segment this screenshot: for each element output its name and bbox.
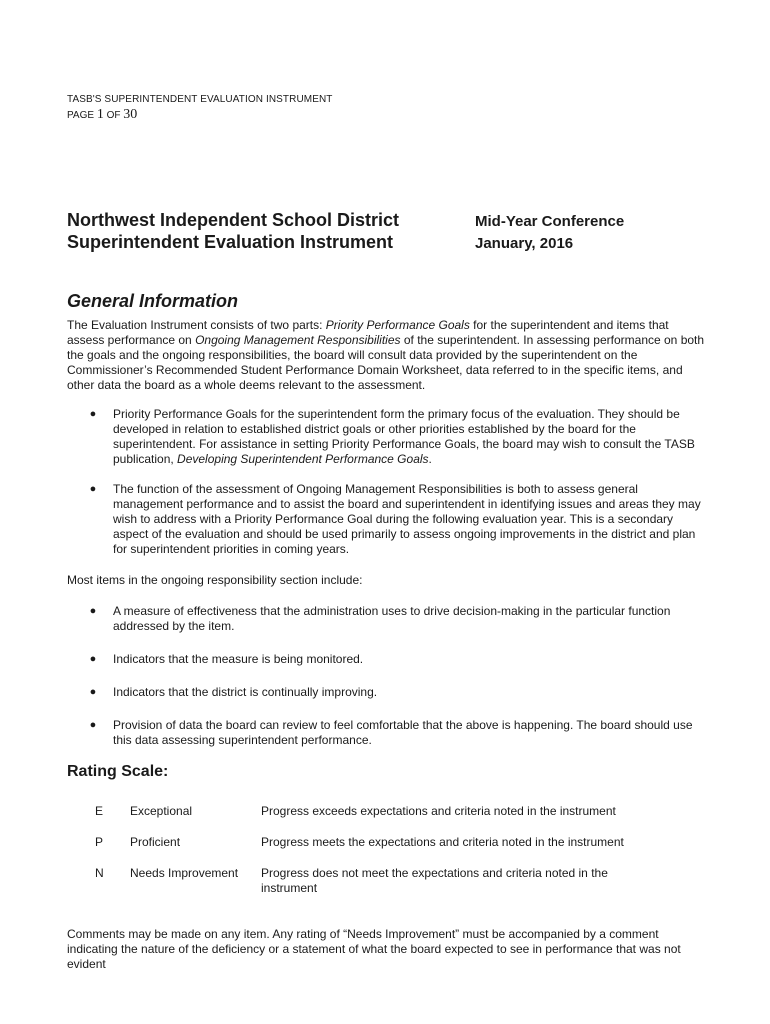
bullet1-text: Priority Performance Goals for the superintendent form the primary focus of the evaluation. They should be developed in relation to established district goals or other priorities established by the board for the superintendent. For assistance in setting Priority Performance Goals, the board may wish to consult the TASB publication, <box>113 407 695 466</box>
item-text: A measure of effectiveness that the administration uses to drive decision-making in the particular function addressed by the item. <box>113 604 671 633</box>
bullet1-end: . <box>428 452 432 466</box>
title-line-1: Northwest Independent School District <box>67 210 400 230</box>
page-indicator <box>67 107 137 123</box>
bullet-icon: ● <box>89 408 97 420</box>
rating-code: P <box>95 835 104 849</box>
conference-name: Mid-Year Conference <box>475 213 625 230</box>
page-label: PAGE <box>67 110 95 121</box>
intro-text-1: The Evaluation Instrument consists of two parts: <box>67 318 326 332</box>
intro-italic-2: Ongoing Management Responsibilities <box>195 333 401 347</box>
rating-code: E <box>95 804 104 818</box>
items-intro: Most items in the ongoing responsibility section include: <box>67 573 363 587</box>
bullet-icon: ● <box>89 719 97 731</box>
item-text: Indicators that the district is continually improving. <box>113 685 378 699</box>
title-line-2: Superintendent Evaluation Instrument <box>67 232 394 252</box>
instrument-header: TASB'S SUPERINTENDENT EVALUATION INSTRUMENT <box>67 94 333 105</box>
rating-scale-heading: Rating Scale: <box>67 763 169 780</box>
rating-label: Needs Improvement <box>130 866 239 880</box>
intro-italic-1: Priority Performance Goals <box>325 318 470 332</box>
rating-label: Exceptional <box>130 804 193 818</box>
intro-text-3: of the superintendent. In assessing performance on both the goals and the ongoing responsibilities, the board will consult data provided by the superintendent on the Commissioner’s Recommended Student Performance Domain Worksheet, data referred to in the specific items, and other data the board as a whole deems relevant to the assessment. <box>67 333 705 392</box>
item-text: Indicators that the measure is being monitored. <box>113 652 364 666</box>
page-of: OF <box>106 110 121 121</box>
page-current: 1 <box>96 107 104 122</box>
bullet1-italic: Developing Superintendent Performance Goals <box>177 452 429 466</box>
bullet-icon: ● <box>89 483 97 495</box>
conference-info <box>475 211 624 255</box>
rating-code: N <box>95 866 104 880</box>
intro-text-2: for the superintendent and items that assess performance on <box>67 318 669 347</box>
rating-label: Proficient <box>130 835 181 849</box>
bullet-text: The function of the assessment of Ongoing Management Responsibilities is both to assess general management performance and to assist the board and superintendent in identifying issues and areas they may wish to address with a Priority Performance Goal during the following evaluation year. This is a secondary aspect of the evaluation and should be used primarily to assess ongoing improvements in the district and plan for superintendent priorities in coming years. <box>113 482 701 556</box>
bullet-icon: ● <box>89 686 97 698</box>
bullet-text <box>113 407 707 467</box>
bullet-icon: ● <box>89 653 97 665</box>
page-total: 30 <box>123 107 138 122</box>
general-information-intro <box>67 318 707 393</box>
document-title <box>67 209 399 253</box>
comments-note: Comments may be made on any item. Any rating of “Needs Improvement” must be accompanied by a comment indicating the nature of the deficiency or a statement of what the board expected to see in performance that was not evident <box>67 927 681 971</box>
bullet-icon: ● <box>89 605 97 617</box>
rating-description: Progress exceeds expectations and criteria noted in the instrument <box>261 804 616 818</box>
rating-description: Progress does not meet the expectations and criteria noted in the instrument <box>261 866 608 895</box>
conference-date: January, 2016 <box>475 235 574 252</box>
item-text: Provision of data the board can review to feel comfortable that the above is happening. The board should use this data assessing superintendent performance. <box>113 718 693 747</box>
rating-description: Progress meets the expectations and criteria noted in the instrument <box>261 835 624 849</box>
general-information-heading: General Information <box>67 291 239 311</box>
